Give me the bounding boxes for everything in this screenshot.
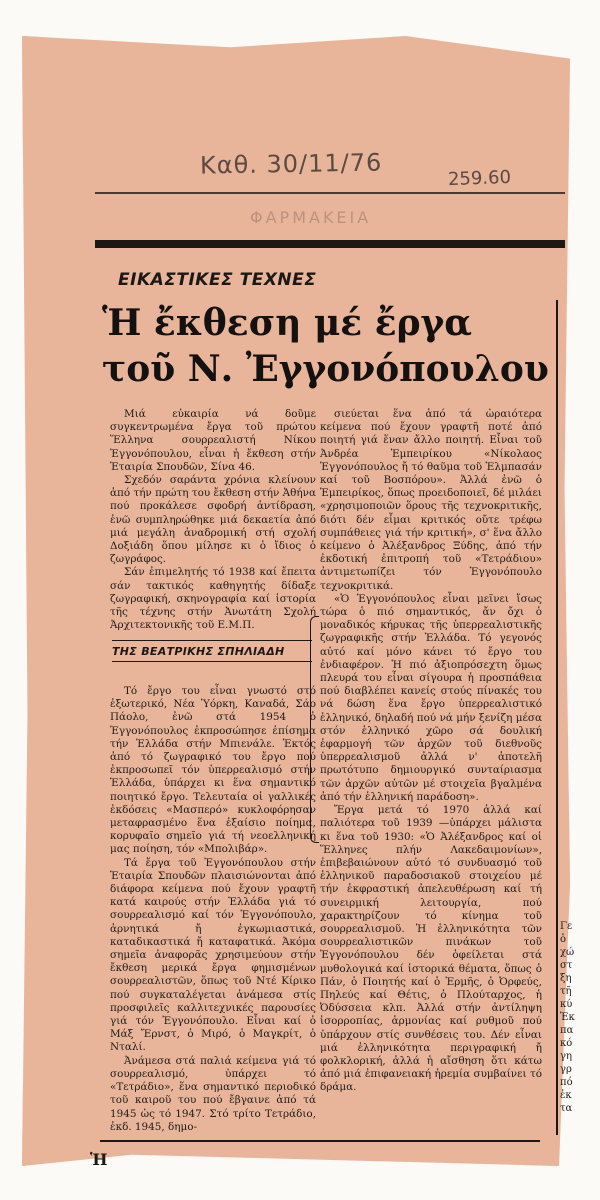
bleedthrough-masthead: ΦΑΡΜΑΚΕΙΑ [250, 208, 372, 227]
top-rule [95, 240, 565, 248]
paragraph: Τά ἔργα τοῦ Ἐγγονόπουλου στήν Ἑταιρία Σπουδῶν πλαισιώνονται ἀπό διάφορα κείμενα πού ἔχουν γραφτῆ κατά καιρούς στήν Ἑλλάδα γιά τό σουρρεαλισμό καί τόν Ἐγγονόπουλο, ἀρνητικά ἤ ἐγκωμιαστικά, καταδικαστικά ἤ καταφατικά. Ἀκόμα σημεῖα ἀναφορᾶς χρησιμεύουν στήν ἔκθεση μερικά ἔργα φημισμένων σουρρεαλιστῶν, ὅπως τοῦ Ντέ Κίρικο πού συγκαταλέγεται ἀνάμεσα στίς προσφιλεῖς καλλιτεχνικές παρουσίες γιά τόν Ἐγγονόπουλο. Εἶναι καί ὁ Μάξ Ἔρνστ, ὁ Μιρό, ὁ Μαγκρίτ, ὁ Νταλί. [110, 856, 316, 1054]
bottom-rule [100, 1140, 540, 1142]
paragraph: Σχεδόν σαράντα χρόνια κλείνουν ἀπό τήν πρώτη του ἔκθεση στήν Ἀθήνα πού προκάλεσε σφοδρή ἀντίδραση, ἐνῶ συμπληρώθηκε μιά δεκαετία ἀπό μιά μεγάλη ἀναδρομική στή σχολή Δοξιάδη ὅπου μίλησε κι ὁ ἴδιος ὁ ζωγράφος. [110, 474, 316, 566]
article-column-3 [320, 408, 542, 1095]
handwritten-underline [95, 192, 565, 194]
paragraph: Τό ἔργο του εἶναι γνωστό στό ἐξωτερικό, Νέα Ὑόρκη, Καναδά, Σάο Πάολο, ἐνῶ στά 1954 ὁ Ἐγγονόπουλος ἐκπροσώπησε ἐπίσημα τήν Ἑλλάδα στήν Μπιενάλε. Ἐκτός ἀπό τό ζωγραφικό του ἔργο πού ἐκπροσωπεῖ τόν ὑπερρεαλισμό στήν Ἑλλάδα, ὑπάρχει κι ἕνα σημαντικό ποιητικό ἔργο. Τελευταία οἱ γαλλικές ἐκδόσεις «Μασπερό» κυκλοφόρησαν μεταφρασμένο ἕνα ἐξαίσιο ποίημα, κορυφαῖο σημεῖο γιά τή νεοελληνική μας ποίηση, τόν «Μπολιβάρ». [110, 685, 316, 856]
headline-line-1: Ἡ ἔκθεση μέ ἔργα [102, 302, 473, 344]
byline: ΤΗΣ ΒΕΑΤΡΙΚΗΣ ΣΠΗΛΙΑΔΗ [112, 640, 312, 662]
headline-line-2: τοῦ Ν. Ἐγγονόπουλου [102, 348, 549, 390]
headline [102, 300, 562, 392]
article-column-2 [110, 685, 316, 1134]
handwritten-number: 259.60 [447, 166, 512, 191]
paragraph: Μιά εὐκαιρία νά δοῦμε συγκεντρωμένα ἔργα τοῦ πρώτου Ἕλληνα σουρρεαλιστή Νίκου Ἐγγονόπουλου, εἶναι ἡ ἔκθεση στήν Ἑταιρία Σπουδῶν, Σίνα 46. [110, 408, 316, 473]
paragraph: σιεύεται ἕνα ἀπό τά ὡραιότερα κείμενα πού ἔχουν γραφτῆ ποτέ ἀπό ποιητή γιά ἕναν ἄλλο ποιητή. Εἶναι τοῦ Ἀνδρέα Ἐμπειρίκου «Νίκολαος Ἐγγονόπουλος ἤ τό θαῦμα τοῦ Ἐλμπασάν καί τοῦ Βοσπόρου». Ἀλλά ἐνῶ ὁ Ἐμπειρίκος, ὅπως προειδοποιεῖ, δέ μιλάει «χρησιμοποιῶν ὅρους τῆς τεχνοκριτικῆς, διότι δέν εἶμαι κριτικός οὔτε τρέφω συμπάθειες γιά τήν κριτική», σ' ἕνα ἄλλο κείμενο ὁ Ἀλέξανδρος Ξύδης, ἀπό τήν ἐκδοτική ἐπιτροπή τοῦ «Τετράδιου» ἀντιμετωπίζει τόν Ἐγγονόπουλο τεχνοκριτικά. [320, 408, 542, 592]
adjacent-article-fragment: Γε ὁ χώ στ ξη τῆ κύ Ἐκ πα κό γη γρ πό ἐκ τα [560, 921, 575, 1114]
article-column-1 [110, 408, 316, 632]
paragraph: Ἔργα μετά τό 1970 ἀλλά καί παλιότερα τοῦ 1939 —ὑπάρχει μάλιστα κι ἕνα τοῦ 1930: «Ὁ Ἀλέξανδρος καί οἱ Ἕλληνες πλήν Λακεδαιμονίων», ἐπιβεβαιώνουν αὐτό τό συνδυασμό τοῦ ἑλληνικοῦ παραδοσιακοῦ στοιχείου μέ τήν ἐκφραστική ἀπελευθέρωση καί τή συνειρμική λειτουργία, πού χαρακτηρίζουν τό κίνημα τοῦ σουρρεαλισμοῦ. Ἡ ἑλληνικότητα τῶν σουρρεαλιστικῶν πινάκων τοῦ Ἐγγονόπουλου δέν ὀφείλεται στά μυθολογικά καί ἱστορικά θέματα, ὅπως ὁ Πάν, ὁ Ποιητής καί ὁ Ἑρμῆς, ὁ Ὀρφεύς, Πηλεύς καί Θέτις, ὁ Πλούταρχος, ἡ Ὀδύσσεια κλπ. Ἀλλά στήν ἀντίληψη ἰσορροπίας, ἁρμονίας καί ρυθμοῦ πού ὑπάρχουν στίς συνθέσεις του. Δέν εἶναι μιά ἑλληνικότητα περιγραφική ἤ φολκλορική, ἀλλά ἡ αἴσθηση ὅτι κάτω ἀπό μιά ἐπιφανειακή ἠρεμία συμβαίνει τό δράμα. [320, 804, 542, 1094]
next-article-fragment: Ἡ [90, 1150, 108, 1169]
column-rule-right [556, 300, 558, 1135]
paragraph: Σάν ἐπιμελητής τό 1938 καί ἔπειτα σάν τακτικός καθηγητής δίδαξε ζωγραφική, σκηνογραφία καί ἱστορία τῆς τέχνης στήν Ἀνωτάτη Σχολή Ἀρχιτεκτονικῆς τοῦ Ε.Μ.Π. [110, 566, 316, 632]
handwritten-date: Καθ. 30/11/76 [199, 148, 383, 180]
quote-paragraph: «Ὁ Ἐγγονόπουλος εἶναι μεῖνει ἴσως τώρα ὁ πιό σημαντικός, ἄν ὄχι ὁ μοναδικός κήρυκας τῆς ὑπερρεαλιστικῆς ζωγραφικῆς στήν Ἑλλάδα. Τό γεγονός αὐτό καί μόνο κάνει τό ἔργο του ἐνδιαφέρον. Ἡ πιό ἀξιοπρόσεχτη ὅμως πλευρά του εἶναι σίγουρα ἡ προσπάθεια πού διαβλέπει κανείς στούς πίνακές του νά δώση ἕνα ἔργο ὑπερρεαλιστικό ἑλληνικό, δηλαδή πού νά μήν ξενίζη μέσα στόν ἑλληνικό χῶρο σά δουλική ἐφαρμογή τῶν ἀρχῶν τοῦ διεθνοῦς ὑπερρεαλισμοῦ ἀλλά ν' ἀποτελῆ πρωτότυπο δημιουργικό συνταίριασμα τῶν ἀρχῶν αὐτῶν μέ στοιχεῖα βγαλμένα ἀπό τήν ἑλληνική παράδοση». [320, 592, 542, 803]
quote-bracket [310, 616, 319, 843]
section-label: ΕΙΚΑΣΤΙΚΕΣ ΤΕΧΝΕΣ [118, 270, 317, 290]
paragraph: Ἀνάμεσα στά παλιά κείμενα γιά τό σουρρεαλισμό, ὑπάρχει τό «Τετράδιο», ἕνα σημαντικό περιοδικό τοῦ καιροῦ του πού ἔβγαινε ἀπό τά 1945 ὡς τό 1947. Στό τρίτο Τετράδιο, ἐκδ. 1945, δημο- [110, 1054, 316, 1133]
